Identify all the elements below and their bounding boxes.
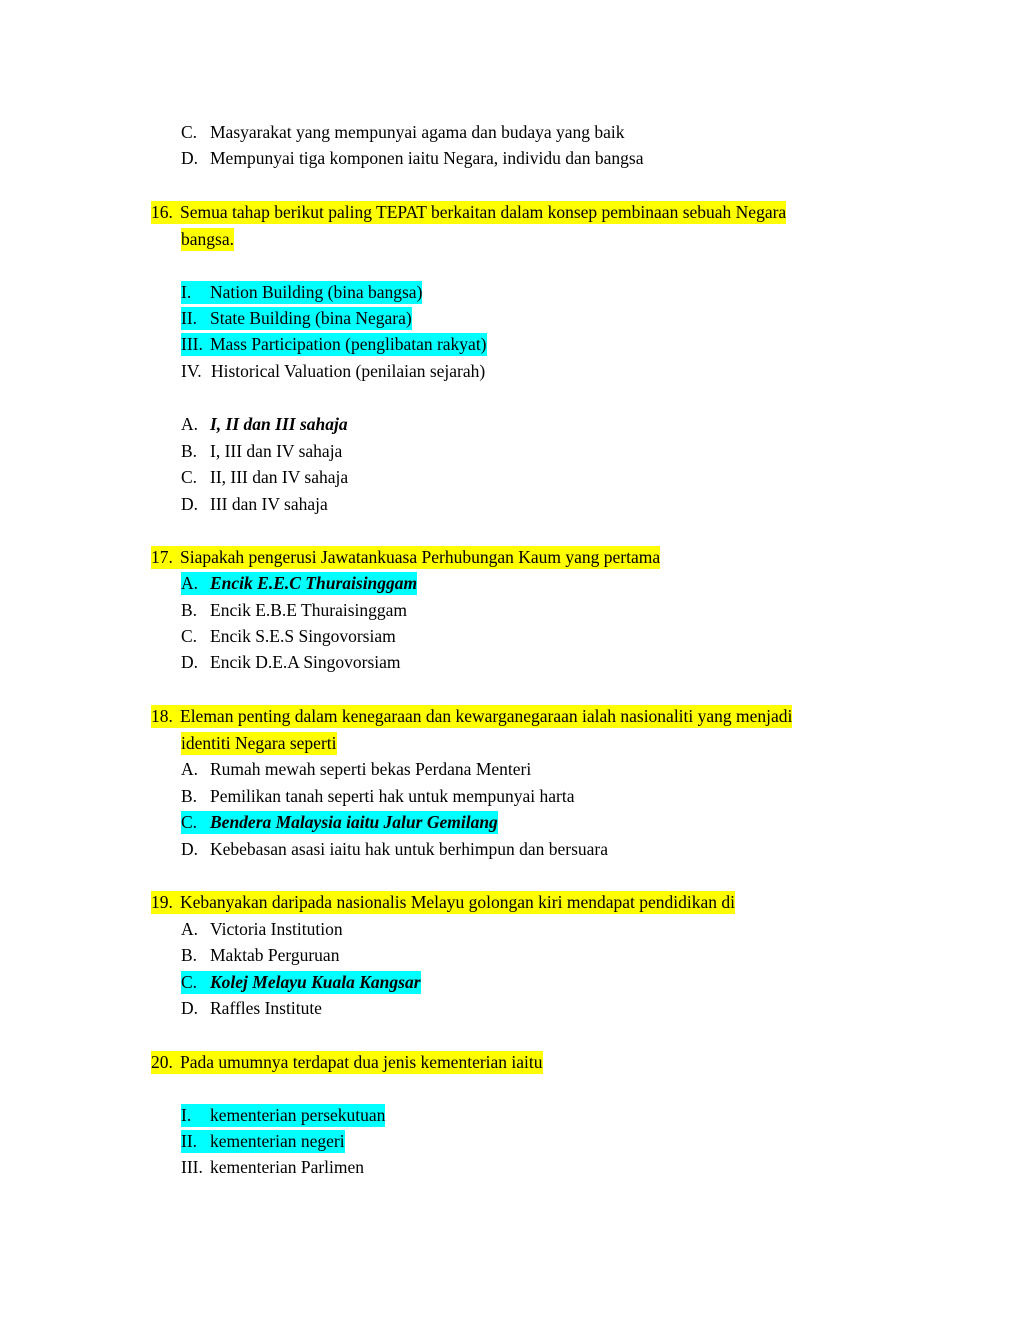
item-label: IV. (181, 361, 202, 381)
option-text: Kolej Melayu Kuala Kangsar (210, 972, 421, 992)
option-text: Maktab Perguruan (210, 945, 340, 965)
item-label: I. (181, 1105, 192, 1125)
q16-question-line1 (151, 201, 786, 224)
q17-question (151, 546, 660, 569)
option-text: I, II dan III sahaja (210, 414, 348, 434)
item-label: I. (181, 282, 192, 302)
option-label: A. (181, 759, 199, 779)
option-label: C. (181, 972, 198, 992)
option-label: D. (181, 494, 199, 514)
q16-option-a (181, 413, 348, 436)
option-text: I, III dan IV sahaja (210, 441, 343, 461)
item-label: III. (181, 1157, 203, 1177)
option-text: Victoria Institution (210, 919, 343, 939)
option-label: D. (181, 652, 199, 672)
q17-option-a (181, 572, 417, 595)
question-text: Kebanyakan daripada nasionalis Melayu golongan kiri mendapat pendidikan di (180, 892, 735, 912)
option-label: D. (181, 998, 199, 1018)
q16-item-i (181, 281, 422, 304)
item-label: II. (181, 1131, 198, 1151)
option-label: C. (181, 626, 198, 646)
option-label: A. (181, 414, 199, 434)
option-text: Kebebasan asasi iaitu hak untuk berhimpun dan bersuara (210, 839, 608, 859)
question-number: 18. (151, 706, 173, 726)
option-label: B. (181, 441, 198, 461)
q19-option-d (181, 997, 322, 1020)
option-text: III dan IV sahaja (210, 494, 328, 514)
option-text: Raffles Institute (210, 998, 322, 1018)
option-label: D. (181, 148, 199, 168)
item-text: kementerian negeri (210, 1131, 345, 1151)
item-text: State Building (bina Negara) (210, 308, 412, 328)
question-number: 16. (151, 202, 173, 222)
q18-option-b (181, 785, 574, 808)
option-label: C. (181, 122, 198, 142)
q16-option-c (181, 466, 348, 489)
q17-option-d (181, 651, 401, 674)
option-text: Encik S.E.S Singovorsiam (210, 626, 396, 646)
q18-question-line2 (181, 732, 337, 755)
q18-option-a (181, 758, 531, 781)
q16-option-d (181, 493, 328, 516)
option-label: B. (181, 600, 198, 620)
option-label: A. (181, 573, 199, 593)
question-text: Semua tahap berikut paling TEPAT berkaitan dalam konsep pembinaan sebuah Negara (180, 202, 787, 222)
option-label: B. (181, 786, 198, 806)
q16-option-b (181, 440, 342, 463)
question-number: 17. (151, 547, 173, 567)
item-text: kementerian Parlimen (210, 1157, 365, 1177)
option-label: C. (181, 467, 198, 487)
question-text: bangsa. (181, 229, 234, 249)
option-label: D. (181, 839, 199, 859)
q18-question-line1 (151, 705, 792, 728)
q19-option-c (181, 971, 421, 994)
q16-item-iii (181, 333, 487, 356)
prev-option-d (181, 147, 644, 170)
item-text: kementerian persekutuan (210, 1105, 386, 1125)
question-text: Pada umumnya terdapat dua jenis kementerian iaitu (180, 1052, 543, 1072)
option-text: Masyarakat yang mempunyai agama dan budaya yang baik (210, 122, 625, 142)
q18-option-c (181, 811, 498, 834)
option-text: II, III dan IV sahaja (210, 467, 349, 487)
item-label: III. (181, 334, 203, 354)
q16-item-ii (181, 307, 412, 330)
q16-question-line2 (181, 228, 234, 251)
q19-option-a (181, 918, 343, 941)
q20-item-i (181, 1104, 385, 1127)
prev-option-c (181, 121, 625, 144)
option-text: Mempunyai tiga komponen iaitu Negara, individu dan bangsa (210, 148, 644, 168)
option-text: Rumah mewah seperti bekas Perdana Menteri (210, 759, 532, 779)
question-number: 19. (151, 892, 173, 912)
q20-question (151, 1051, 543, 1074)
item-text: Nation Building (bina bangsa) (210, 282, 423, 302)
option-text: Encik E.E.C Thuraisinggam (210, 573, 418, 593)
q20-item-iii (181, 1156, 364, 1179)
question-text: Eleman penting dalam kenegaraan dan kewarganegaraan ialah nasionaliti yang menjadi (180, 706, 793, 726)
q16-item-iv (181, 360, 485, 383)
q20-item-ii (181, 1130, 345, 1153)
question-text: Siapakah pengerusi Jawatankuasa Perhubungan Kaum yang pertama (180, 547, 661, 567)
question-text: identiti Negara seperti (181, 733, 337, 753)
q19-question (151, 891, 735, 914)
item-label: II. (181, 308, 198, 328)
option-text: Encik D.E.A Singovorsiam (210, 652, 401, 672)
q19-option-b (181, 944, 339, 967)
option-text: Bendera Malaysia iaitu Jalur Gemilang (210, 812, 498, 832)
q18-option-d (181, 838, 608, 861)
option-label: B. (181, 945, 198, 965)
option-label: A. (181, 919, 199, 939)
option-label: C. (181, 812, 198, 832)
option-text: Encik E.B.E Thuraisinggam (210, 600, 408, 620)
item-text: Historical Valuation (penilaian sejarah) (211, 361, 486, 381)
question-number: 20. (151, 1052, 173, 1072)
item-text: Mass Participation (penglibatan rakyat) (210, 334, 487, 354)
option-text: Pemilikan tanah seperti hak untuk mempunyai harta (210, 786, 575, 806)
q17-option-c (181, 625, 396, 648)
q17-option-b (181, 599, 407, 622)
